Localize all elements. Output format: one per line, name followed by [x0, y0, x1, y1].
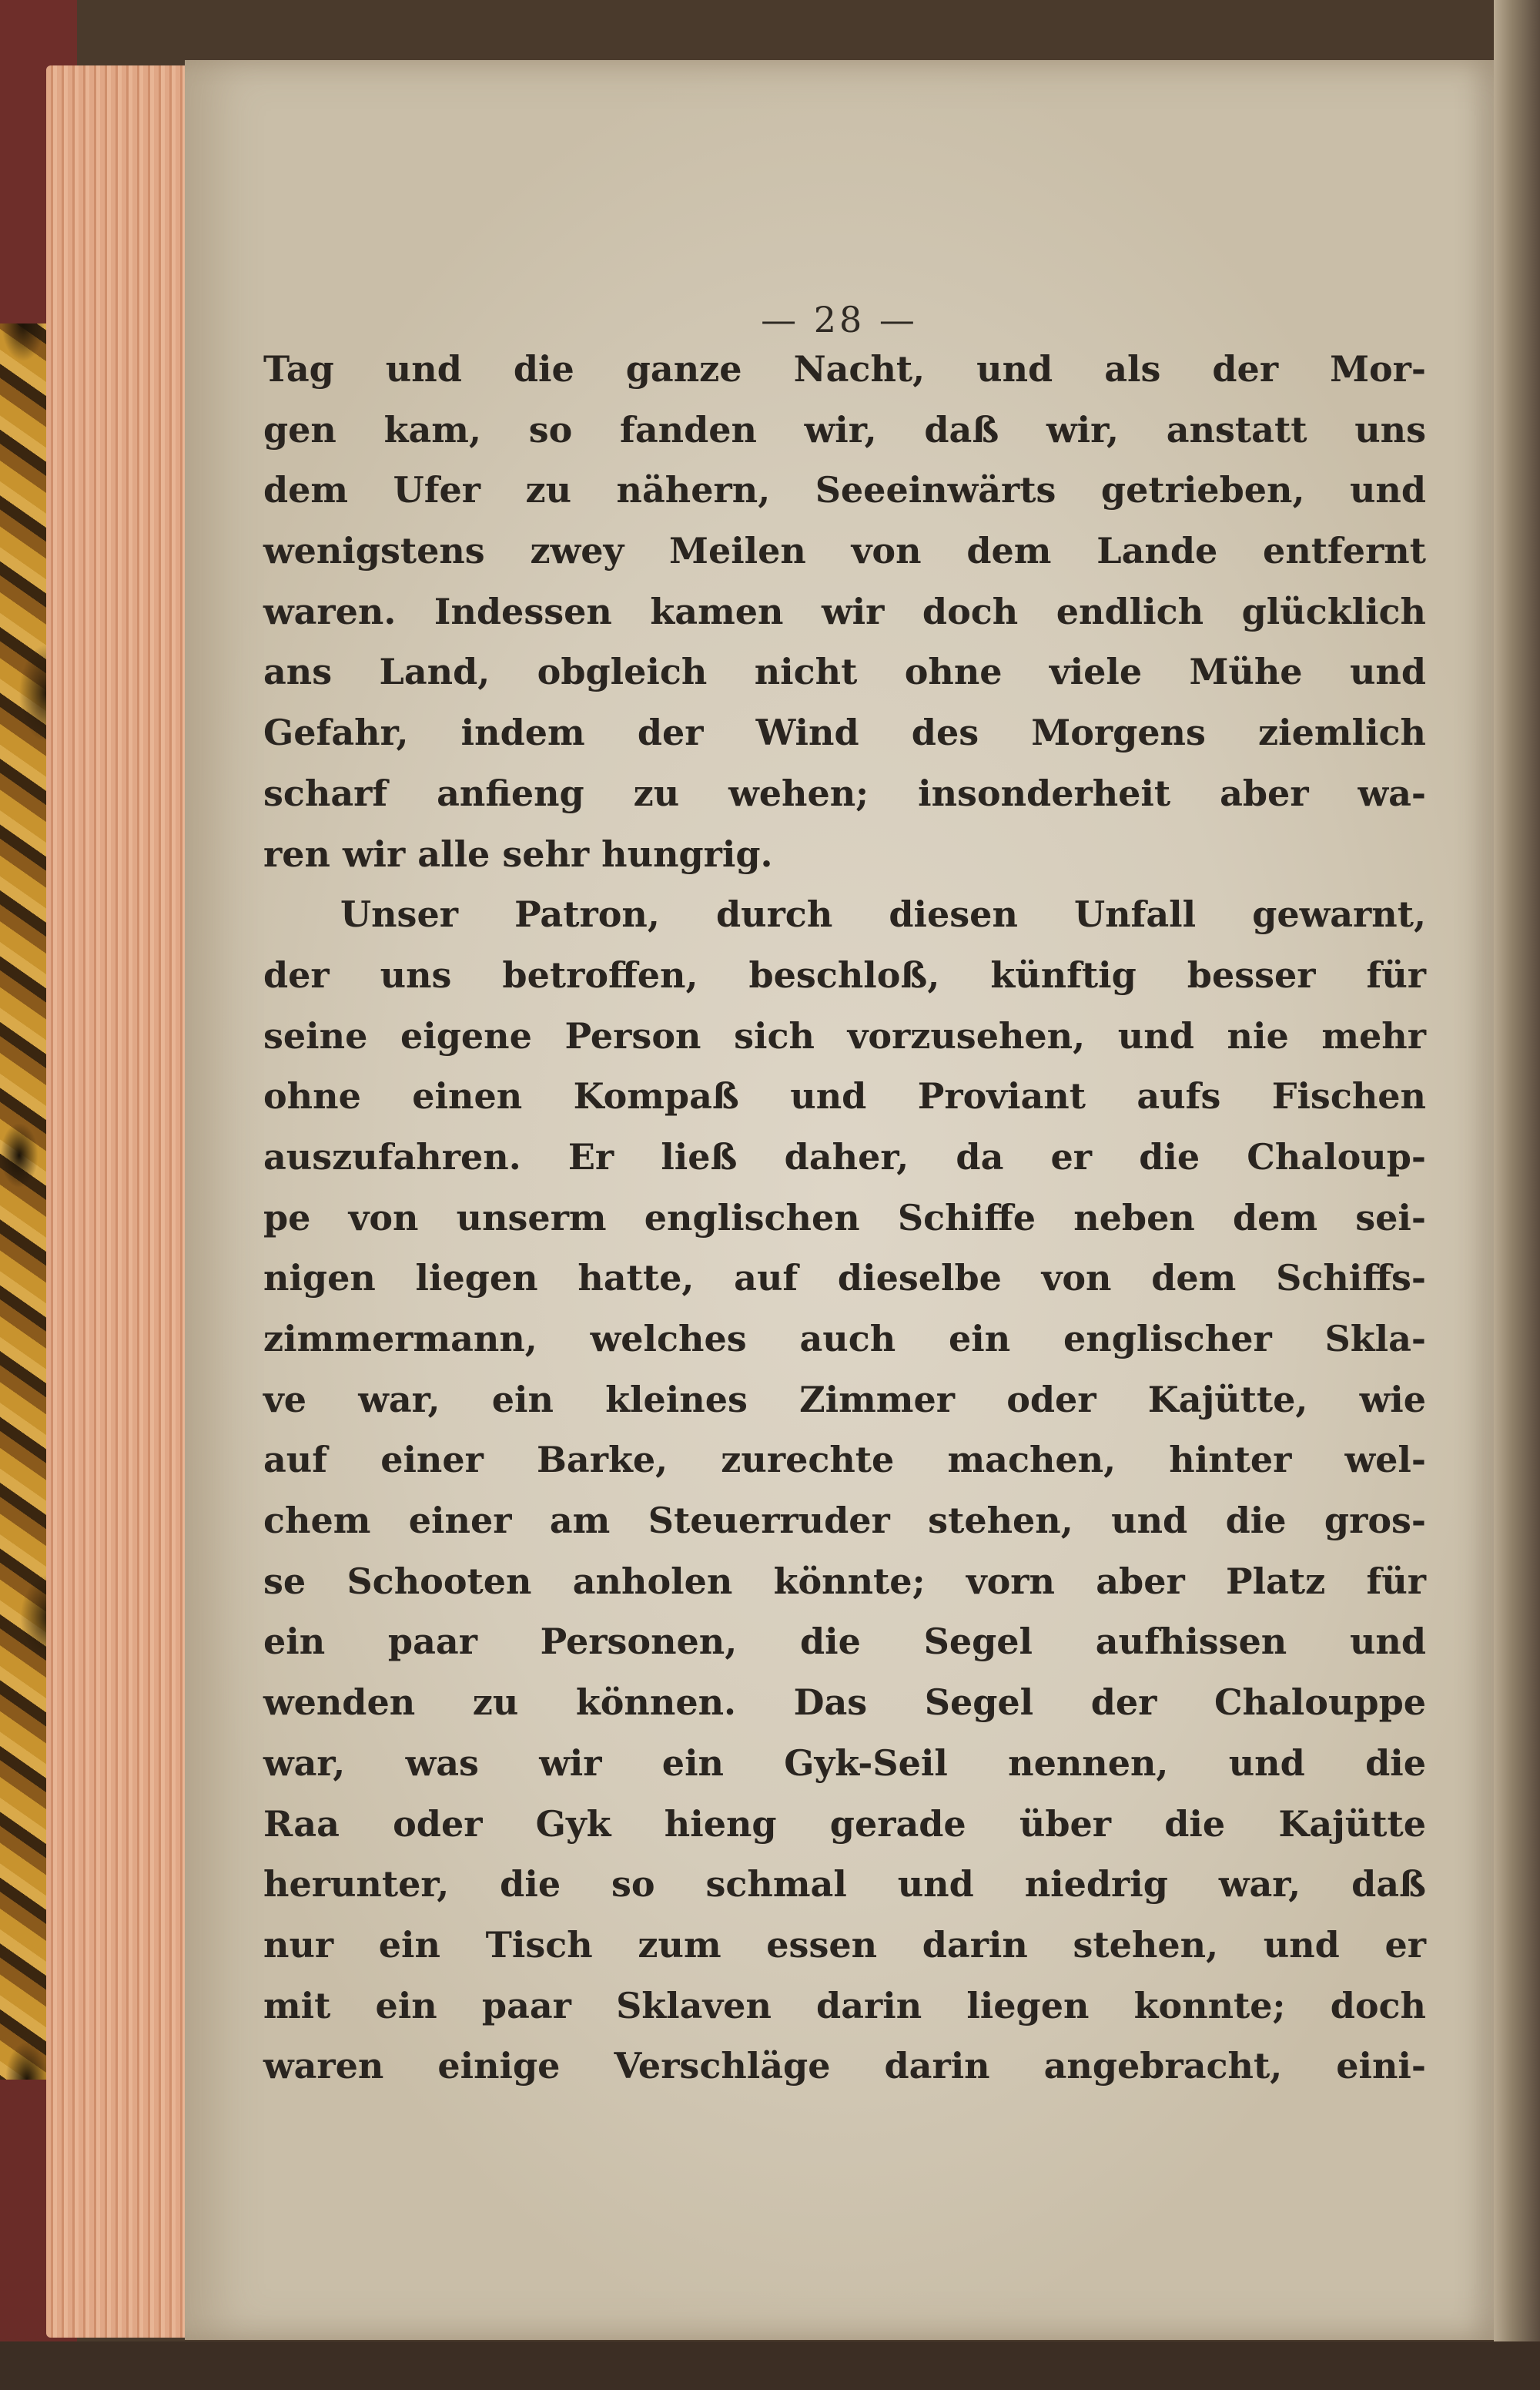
text-line: gen kam, so fanden wir, daß wir, anstatt uns [263, 408, 1426, 451]
text-line: Gefahr, indem der Wind des Morgens ziemlich [263, 712, 1426, 754]
right-board-edge [1494, 0, 1540, 2390]
text-line: auszufahren. Er ließ daher, da er die Chaloup- [263, 1135, 1426, 1178]
text-line: war, was wir ein Gyk-Seil nennen, und die [263, 1741, 1426, 1784]
text-line: auf einer Barke, zurechte machen, hinter wel- [263, 1439, 1426, 1481]
text-line: dem Ufer zu nähern, Seeeinwärts getrieben, und [263, 469, 1426, 511]
text-line: ohne einen Kompaß und Proviant aufs Fischen [263, 1075, 1426, 1118]
text-line: der uns betroffen, beschloß, künftig besser für [263, 954, 1426, 996]
text-line: nur ein Tisch zum essen darin stehen, und er [263, 1923, 1426, 1966]
text-line: nigen liegen hatte, auf dieselbe von dem Schiffs- [263, 1257, 1426, 1299]
text-line: se Schooten anholen könnte; vorn aber Platz für [263, 1560, 1426, 1602]
text-line: ren wir alle sehr hungrig. [263, 833, 773, 875]
text-line: scharf anfieng zu wehen; insonderheit aber wa- [263, 772, 1426, 814]
text-line: Raa oder Gyk hieng gerade über die Kajütte [263, 1802, 1426, 1845]
text-line: ein paar Personen, die Segel aufhissen und [263, 1621, 1426, 1663]
text-line: Unser Patron, durch diesen Unfall gewarnt, [340, 893, 1426, 936]
text-line: waren. Indessen kamen wir doch endlich glücklich [263, 590, 1426, 632]
text-line: pe von unserm englischen Schiffe neben dem sei- [263, 1196, 1426, 1239]
text-line: chem einer am Steuerruder stehen, und die gros- [263, 1500, 1426, 1542]
text-line: wenden zu können. Das Segel der Chalouppe [263, 1681, 1426, 1724]
text-line: waren einige Verschläge darin angebracht, eini- [263, 2045, 1426, 2087]
page-number: — 28 — [761, 299, 918, 340]
text-line: herunter, die so schmal und niedrig war, daß [263, 1863, 1426, 1906]
text-line: zimmermann, welches auch ein englischer Skla- [263, 1318, 1426, 1359]
text-line: seine eigene Person sich vorzusehen, und nie mehr [263, 1014, 1426, 1057]
text-line: ve war, ein kleines Zimmer oder Kajütte, wie [263, 1378, 1426, 1420]
text-line: wenigstens zwey Meilen von dem Lande entfernt [263, 530, 1426, 572]
text-line: mit ein paar Sklaven darin liegen konnte; doch [263, 1984, 1426, 2026]
text-line: Tag und die ganze Nacht, und als der Mor- [263, 348, 1426, 390]
body-text [263, 339, 1426, 2097]
book-bottom-edge [0, 2341, 1540, 2390]
text-line: ans Land, obgleich nicht ohne viele Mühe und [263, 651, 1426, 693]
